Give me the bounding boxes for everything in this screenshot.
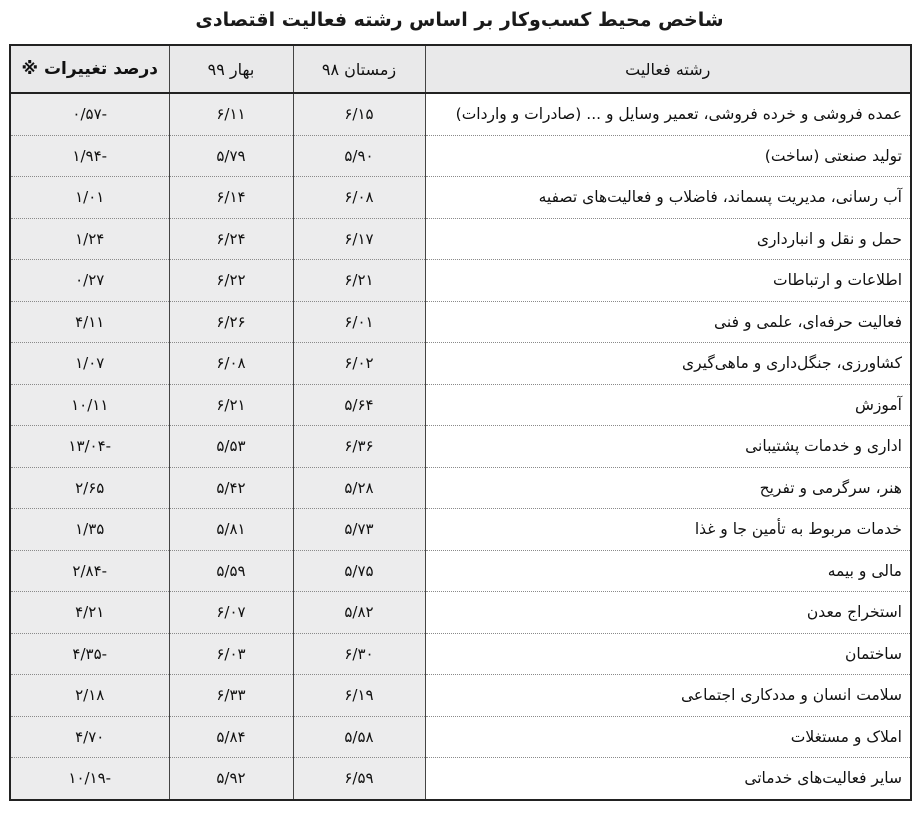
cell-activity: هنر، سرگرمی و تفریح [425,467,911,509]
table-row [10,135,911,177]
cell-change-percent: ۱۰/۱۱ [10,384,169,426]
table-row [10,758,911,800]
cell-winter-98: ۵/۲۸ [293,467,425,509]
cell-winter-98: ۵/۸۲ [293,592,425,634]
table-row [10,675,911,717]
cell-change-percent: ۱/۰۱ [10,177,169,219]
cell-change-percent: -۱۳/۰۴ [10,426,169,468]
cell-activity: کشاورزی، جنگل‌داری و ماهی‌گیری [425,343,911,385]
header-winter-98: زمستان ۹۸ [293,45,425,93]
cell-activity: آب رسانی، مدیریت پسماند، فاضلاب و فعالیت‌های تصفیه [425,177,911,219]
cell-activity: آموزش [425,384,911,426]
cell-winter-98: ۶/۳۰ [293,633,425,675]
cell-spring-99: ۶/۰۷ [169,592,293,634]
cell-spring-99: ۶/۲۲ [169,260,293,302]
header-activity: رشته فعالیت [425,45,911,93]
header-row [10,45,911,93]
cell-activity: عمده فروشی و خرده فروشی، تعمیر وسایل و ... (صادرات و واردات) [425,93,911,135]
table-row [10,592,911,634]
table-row [10,343,911,385]
table-row [10,550,911,592]
cell-winter-98: ۶/۳۶ [293,426,425,468]
cell-activity: استخراج معدن [425,592,911,634]
cell-activity: املاک و مستغلات [425,716,911,758]
cell-winter-98: ۵/۶۴ [293,384,425,426]
cell-spring-99: ۵/۷۹ [169,135,293,177]
table-row [10,260,911,302]
cell-activity: مالی و بیمه [425,550,911,592]
cell-activity: سایر فعالیت‌های خدماتی [425,758,911,800]
cell-activity: فعالیت حرفه‌ای، علمی و فنی [425,301,911,343]
cell-spring-99: ۵/۵۳ [169,426,293,468]
cell-change-percent: ۱/۰۷ [10,343,169,385]
cell-spring-99: ۵/۸۱ [169,509,293,551]
cell-winter-98: ۵/۷۳ [293,509,425,551]
cell-change-percent: ۱/۲۴ [10,218,169,260]
table-row [10,716,911,758]
cell-activity: خدمات مربوط به تأمین جا و غذا [425,509,911,551]
cell-winter-98: ۶/۰۱ [293,301,425,343]
cell-activity: اداری و خدمات پشتیبانی [425,426,911,468]
cell-change-percent: ۲/۱۸ [10,675,169,717]
table-row [10,218,911,260]
cell-spring-99: ۶/۰۸ [169,343,293,385]
cell-spring-99: ۶/۲۴ [169,218,293,260]
cell-winter-98: ۶/۲۱ [293,260,425,302]
cell-winter-98: ۵/۵۸ [293,716,425,758]
cell-spring-99: ۶/۰۳ [169,633,293,675]
cell-winter-98: ۵/۷۵ [293,550,425,592]
cell-spring-99: ۵/۵۹ [169,550,293,592]
cell-spring-99: ۶/۲۱ [169,384,293,426]
cell-change-percent: ۴/۷۰ [10,716,169,758]
cell-spring-99: ۶/۲۶ [169,301,293,343]
table-title: شاخص محیط کسب‌وکار بر اساس رشته فعالیت اقتصادی [195,9,724,31]
table-row [10,384,911,426]
header-change-percent: درصد تغییرات ※ [10,45,169,93]
cell-winter-98: ۶/۱۷ [293,218,425,260]
cell-winter-98: ۶/۰۸ [293,177,425,219]
table-row [10,509,911,551]
cell-activity: حمل و نقل و انبارداری [425,218,911,260]
cell-winter-98: ۵/۹۰ [293,135,425,177]
cell-spring-99: ۵/۸۴ [169,716,293,758]
cell-spring-99: ۵/۹۲ [169,758,293,800]
cell-change-percent: -۱۰/۱۹ [10,758,169,800]
table-row [10,426,911,468]
header-spring-99: بهار ۹۹ [169,45,293,93]
cell-activity: تولید صنعتی (ساخت) [425,135,911,177]
cell-change-percent: ۴/۱۱ [10,301,169,343]
table-body [10,93,911,800]
cell-winter-98: ۶/۵۹ [293,758,425,800]
cell-change-percent: -۴/۳۵ [10,633,169,675]
table-header [10,45,911,93]
table-row [10,93,911,135]
cell-activity: ساختمان [425,633,911,675]
cell-spring-99: ۶/۱۴ [169,177,293,219]
table-row [10,633,911,675]
cell-change-percent: ۱/۳۵ [10,509,169,551]
cell-winter-98: ۶/۰۲ [293,343,425,385]
cell-change-percent: ۰/۲۷ [10,260,169,302]
cell-change-percent: ۴/۲۱ [10,592,169,634]
cell-change-percent: ۲/۶۵ [10,467,169,509]
cell-winter-98: ۶/۱۹ [293,675,425,717]
cell-activity: سلامت انسان و مددکاری اجتماعی [425,675,911,717]
cell-change-percent: -۰/۵۷ [10,93,169,135]
business-environment-table [9,44,912,801]
cell-spring-99: ۵/۴۲ [169,467,293,509]
table-row [10,301,911,343]
table-row [10,177,911,219]
cell-winter-98: ۶/۱۵ [293,93,425,135]
cell-spring-99: ۶/۱۱ [169,93,293,135]
cell-change-percent: -۱/۹۴ [10,135,169,177]
cell-spring-99: ۶/۳۳ [169,675,293,717]
cell-change-percent: -۲/۸۴ [10,550,169,592]
table-row [10,467,911,509]
cell-activity: اطلاعات و ارتباطات [425,260,911,302]
